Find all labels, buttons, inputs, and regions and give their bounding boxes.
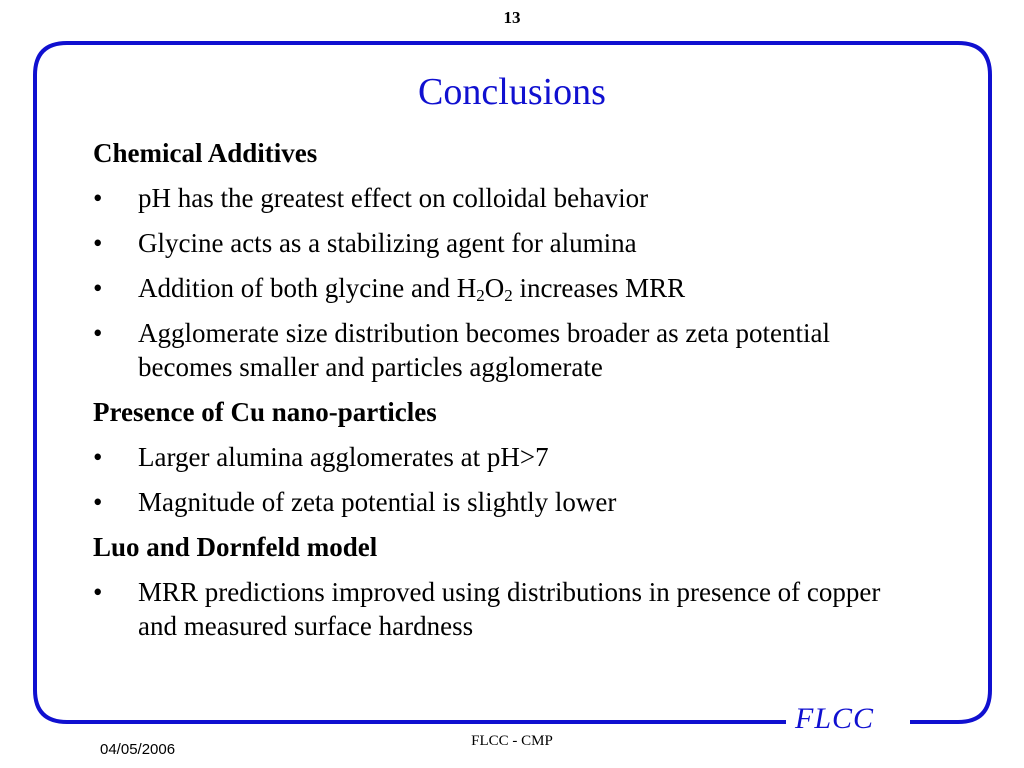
bullet-icon: • xyxy=(93,577,103,607)
bullet-item xyxy=(93,316,923,384)
bullet-text: MRR predictions improved using distributions in presence of copper and measured surface hardness xyxy=(138,577,881,641)
bullet-icon: • xyxy=(93,183,103,213)
bullet-text-h2o2 xyxy=(138,273,685,303)
bullet-item xyxy=(93,181,923,215)
bullet-item xyxy=(93,440,923,474)
bullet-item xyxy=(93,226,923,260)
bullet-text-before: Addition of both glycine and H xyxy=(138,273,477,303)
bullet-item xyxy=(93,485,923,519)
section-heading-chemical-additives: Chemical Additives xyxy=(93,138,318,168)
bullet-text-mid: O xyxy=(484,273,505,303)
slide-content xyxy=(93,136,923,654)
bullet-list-luo-dornfeld xyxy=(93,575,923,643)
section-heading-cu-nanoparticles: Presence of Cu nano-particles xyxy=(93,397,437,427)
bullet-text: Agglomerate size distribution becomes broader as zeta potential becomes smaller and particles agglomerate xyxy=(138,318,831,382)
footer-date: 04/05/2006 xyxy=(100,741,176,758)
flcc-logo: FLCC xyxy=(795,702,875,735)
bullet-item xyxy=(93,575,923,643)
footer-title: FLCC - CMP xyxy=(471,733,553,749)
bullet-icon: • xyxy=(93,318,103,348)
bullet-list-cu-nanoparticles xyxy=(93,440,923,519)
subscript: 2 xyxy=(504,286,513,305)
bullet-text-after: increases MRR xyxy=(512,273,686,303)
bullet-icon: • xyxy=(93,273,103,303)
slide-title: Conclusions xyxy=(418,71,606,113)
subscript: 2 xyxy=(476,286,485,305)
section-heading-luo-dornfeld: Luo and Dornfeld model xyxy=(93,532,378,562)
bullet-icon: • xyxy=(93,487,103,517)
bullet-text: Larger alumina agglomerates at pH>7 xyxy=(138,442,549,472)
bullet-list-chemical-additives xyxy=(93,181,923,384)
page-number: 13 xyxy=(503,8,521,27)
bullet-text: pH has the greatest effect on colloidal behavior xyxy=(138,183,649,213)
bullet-icon: • xyxy=(93,442,103,472)
bullet-text: Glycine acts as a stabilizing agent for alumina xyxy=(138,228,637,258)
bullet-item xyxy=(93,271,923,305)
bullet-text: Magnitude of zeta potential is slightly lower xyxy=(138,487,617,517)
bullet-icon: • xyxy=(93,228,103,258)
